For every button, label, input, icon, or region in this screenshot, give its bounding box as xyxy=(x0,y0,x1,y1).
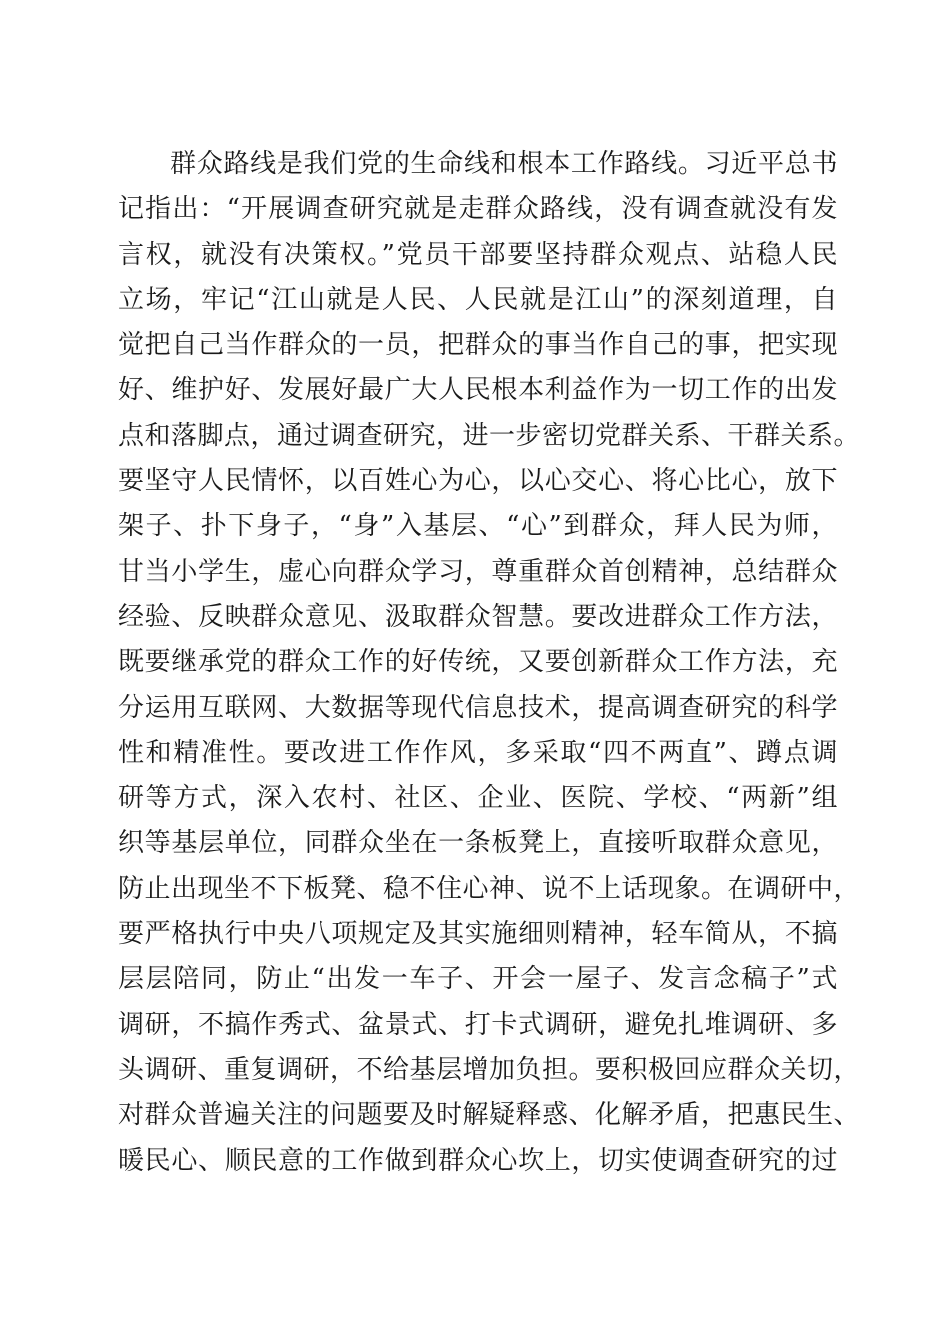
paragraph-line: 经验、反映群众意见、汲取群众智慧。要改进群众工作方法， xyxy=(118,601,838,632)
paragraph-line: 点和落脚点，通过调查研究，进一步密切党群关系、干群关系。 xyxy=(118,420,861,451)
paragraph-line: 分运用互联网、大数据等现代信息技术，提高调查研究的科学 xyxy=(118,692,838,723)
paragraph-line: 头调研、重复调研，不给基层增加负担。要积极回应群众关切， xyxy=(118,1054,861,1085)
paragraph-line: 好、维护好、发展好最广大人民根本利益作为一切工作的出发 xyxy=(118,375,838,406)
paragraph-line: 架子、扑下身子，“身”入基层、“心”到群众，拜人民为师， xyxy=(118,511,838,542)
paragraph-line: 甘当小学生，虚心向群众学习，尊重群众首创精神，总结群众 xyxy=(118,556,838,587)
paragraph-line: 要坚守人民情怀，以百姓心为心，以心交心、将心比心，放下 xyxy=(118,466,838,497)
paragraph-line: 织等基层单位，同群众坐在一条板凳上，直接听取群众意见， xyxy=(118,828,838,859)
paragraph-line: 调研，不搞作秀式、盆景式、打卡式调研，避免扎堆调研、多 xyxy=(118,1009,838,1040)
paragraph-line: 既要继承党的群众工作的好传统，又要创新群众工作方法，充 xyxy=(118,647,838,678)
paragraph-line: 立场，牢记“江山就是人民、人民就是江山”的深刻道理，自 xyxy=(118,284,838,315)
paragraph-line: 层层陪同，防止“出发一车子、开会一屋子、发言念稿子”式 xyxy=(118,964,838,995)
paragraph-line: 暖民心、顺民意的工作做到群众心坎上，切实使调查研究的过 xyxy=(118,1145,838,1176)
paragraph-line: 防止出现坐不下板凳、稳不住心神、说不上话现象。在调研中， xyxy=(118,873,861,904)
paragraph-line: 要严格执行中央八项规定及其实施细则精神，轻车简从，不搞 xyxy=(118,919,838,950)
paragraph-line: 性和精准性。要改进工作作风，多采取“四不两直”、蹲点调 xyxy=(118,737,838,768)
paragraph-line: 记指出：“开展调查研究就是走群众路线，没有调查就没有发 xyxy=(118,194,838,225)
paragraph-line: 群众路线是我们党的生命线和根本工作路线。习近平总书 xyxy=(170,149,838,179)
body-paragraph xyxy=(118,142,861,1184)
paragraph-line: 觉把自己当作群众的一员，把群众的事当作自己的事，把实现 xyxy=(118,330,838,361)
paragraph-line: 对群众普遍关注的问题要及时解疑释惑、化解矛盾，把惠民生、 xyxy=(118,1100,861,1131)
paragraph-line: 研等方式，深入农村、社区、企业、医院、学校、“两新”组 xyxy=(118,783,838,814)
paragraph-line: 言权，就没有决策权。”党员干部要坚持群众观点、站稳人民 xyxy=(118,239,838,270)
